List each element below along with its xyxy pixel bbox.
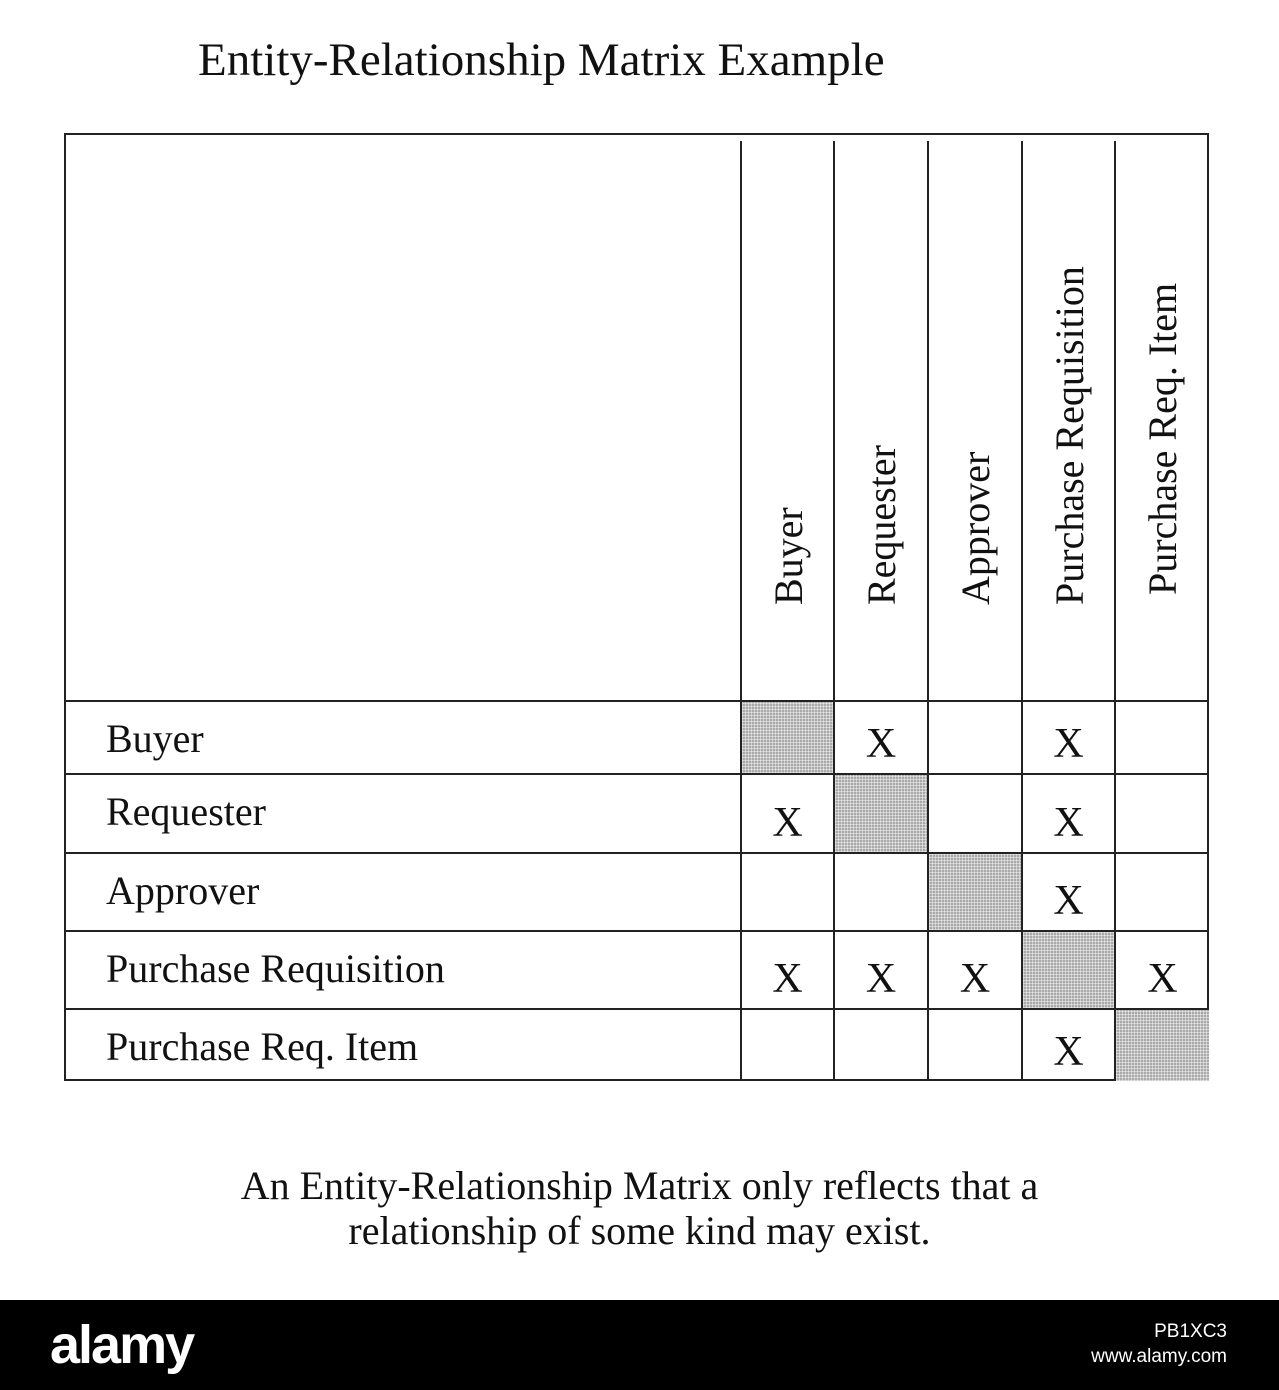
row-label-requester: Requester <box>106 789 266 834</box>
column-header-label: Approver <box>953 451 998 605</box>
column-header-label: Purchase Req. Item <box>1140 282 1185 595</box>
x-mark: X <box>1053 878 1084 924</box>
row-label-purchase-requisition: Purchase Requisition <box>106 946 445 991</box>
row-label-approver: Approver <box>106 868 260 913</box>
x-mark: X <box>1053 1029 1084 1075</box>
entity-relationship-matrix <box>64 133 1209 1081</box>
x-mark: X <box>1053 721 1084 767</box>
watermark-bar <box>0 1300 1279 1390</box>
empty-cell <box>835 854 927 930</box>
x-mark: X <box>772 956 803 1002</box>
diagonal-cell <box>835 775 927 852</box>
empty-cell <box>742 1010 833 1081</box>
x-mark: X <box>1053 800 1084 846</box>
row-label-buyer: Buyer <box>106 716 204 761</box>
watermark-url: www.alamy.com <box>1091 1346 1227 1367</box>
empty-cell <box>1116 775 1209 852</box>
column-header-purchase-requisition <box>1023 135 1117 653</box>
diagonal-cell <box>929 854 1021 930</box>
page-title: Entity-Relationship Matrix Example <box>198 34 885 86</box>
relationship-mark <box>1023 775 1114 852</box>
relationship-mark <box>1023 854 1114 930</box>
relationship-mark <box>1023 1010 1114 1081</box>
column-header-label: Purchase Requisition <box>1047 266 1092 605</box>
caption-line: relationship of some kind may exist. <box>348 1208 931 1253</box>
empty-cell <box>1116 702 1209 773</box>
empty-cell <box>929 775 1021 852</box>
relationship-mark <box>1023 702 1114 773</box>
column-header-requester <box>835 135 929 653</box>
diagonal-cell <box>742 702 833 773</box>
figure-caption <box>0 1163 1279 1253</box>
row-label-purchase-req-item: Purchase Req. Item <box>106 1024 419 1069</box>
relationship-mark <box>835 702 927 773</box>
relationship-mark <box>742 775 833 852</box>
x-mark: X <box>772 800 803 846</box>
column-header-buyer <box>742 135 836 653</box>
watermark-logo: alamy <box>50 1315 194 1375</box>
column-header-label: Requester <box>859 445 904 605</box>
diagonal-cell <box>1023 932 1114 1008</box>
x-mark: X <box>865 721 897 767</box>
empty-cell <box>1116 854 1209 930</box>
empty-cell <box>929 1010 1021 1081</box>
column-header-approver <box>929 135 1023 653</box>
empty-cell <box>929 702 1021 773</box>
x-mark: X <box>865 956 897 1002</box>
relationship-mark <box>742 932 833 1008</box>
column-header-purchase-req-item <box>1116 135 1210 643</box>
empty-cell <box>742 854 833 930</box>
column-header-label: Buyer <box>766 507 811 605</box>
relationship-mark <box>1116 932 1209 1008</box>
x-mark: X <box>1147 956 1178 1002</box>
relationship-mark <box>929 932 1021 1008</box>
relationship-mark <box>835 932 927 1008</box>
watermark-image-id: PB1XC3 <box>1154 1321 1227 1342</box>
caption-line: An Entity-Relationship Matrix only reflects that a <box>240 1163 1039 1208</box>
x-mark: X <box>959 956 991 1002</box>
diagonal-cell <box>1116 1010 1209 1081</box>
empty-cell <box>835 1010 927 1081</box>
